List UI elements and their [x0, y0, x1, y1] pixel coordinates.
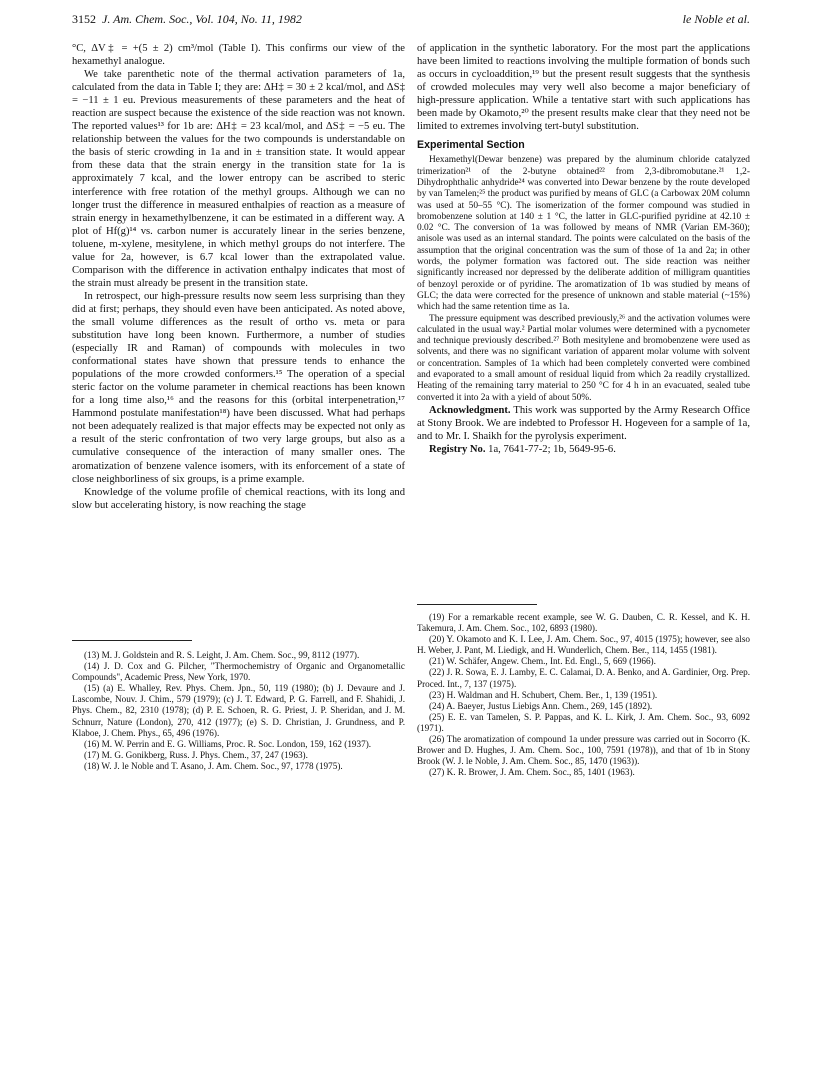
footnote: (17) M. G. Gonikberg, Russ. J. Phys. Chem., 37, 247 (1963). [84, 749, 308, 760]
footnote: (21) W. Schäfer, Angew. Chem., Int. Ed. Engl., 5, 669 (1966). [429, 656, 656, 667]
footnote: (23) H. Waldman and H. Schubert, Chem. Ber., 1, 139 (1951). [429, 689, 658, 700]
footnote: (25) E. E. van Tamelen, S. P. Pappas, and K. L. Kirk, J. Am. Chem. Soc., 93, 6092 (1971). [417, 711, 750, 733]
paragraph: In retrospect, our high-pressure results now seem less surprising than they did at first; perhaps, they should even have been anticipated. As noted above, the small volume differences as the result of ortho vs. meta or para substitution have long been known. Furthermore, a number of studies (especially IR and Raman) of compounds with molecules in two conformational states have shown that pressure tends to enhance the populations of the more crowded conformers.¹⁵ The operation of a special steric factor on the volume parameter in chemical reactions has been known for a long time also,¹⁶ and the reasons for this (orbital interpenetration,¹⁷ Hammond postulate manifestation¹⁸) have been discussed. What had perhaps not been adequately realized is that major effects may be expected not only as a result of the steric confrontation of two very large groups, but also as a cumulative consequence of the interaction of many smaller ones. The aromatization of benzene valence isomers, with its enforcement of a state of close neighborliness of six groups, is a prime example. [72, 290, 405, 485]
footnote: (15) (a) E. Whalley, Rev. Phys. Chem. Jpn., 50, 119 (1980); (b) J. Devaure and J. Lascombe, Nouv. J. Chim., 579 (1979); (c) J. T. Edward, P. G. Farrell, and F. Shahidi, J. Phys. Chem., 82, 2310 (1978); (d) P. E. Schoen, R. G. Priest, J. P. Sheridan, and J. M. Schnurr, Nature (London), 270, 412 (1977); (e) S. D. Christian, J. Grundness, and P. Klaboe, J. Chem. Phys., 65, 496 (1976). [72, 683, 405, 738]
paragraph: °C, ΔV‡ = +(5 ± 2) cm³/mol (Table I). This confirms our view of the hexamethyl analogue. [72, 43, 405, 68]
acknowledgment-text: This work was supported by the Army Research Office at Stony Brook. We are indebted to Professor H. Hogeveen for a sample of 1a, and to Mr. I. Shaikh for the pyrolysis experiment. [417, 404, 750, 442]
footnote: (18) W. J. le Noble and T. Asano, J. Am. Chem. Soc., 97, 1778 (1975). [84, 760, 343, 771]
paragraph: Hexamethyl(Dewar benzene) was prepared by the aluminum chloride catalyzed trimerization²¹ of the 2-butyne obtained²² from 2,3-dibromobutane.²¹ 1,2-Dihydrophthalic anhydride²⁴ was converted into Dewar benzene by the route developed by van Tamelen;²⁵ the product was purified by means of GLC (a Carbowax 20M column was used at 50–55 °C). The isomerization of the former compound was studied in bromobenzene solution at 140 ± 1 °C, the latter in GLC-purified pyridine at 42.10 ± 0.02 °C. The conversion of 1a was followed by means of NMR (Varian EM-360); anisole was used as an internal standard. The points were calculated on the basis of the assumption that the original concentration was the sum of those of 1a and 2a; in other words, the polymer formation was factored out. The side reaction was neither significantly increased nor depressed by the deliberate addition of milligram quantities of benzoyl peroxide or of pyridine. The aromatization of 1b was studied by means of GLC; the data were corrected for the presence of unknown and stable material (~15%) which had the same retention time as 1a. [417, 155, 750, 313]
left-column [72, 42, 405, 512]
footnote: (26) The aromatization of compound 1a under pressure was carried out in Socorro (K. Brower and D. Hughes, J. Am. Chem. Soc., 100, 7591 (1978)), and that of 1b in Stony Brook (W. J. le Noble, J. Am. Chem. Soc., 85, 1470 (1963)). [417, 734, 750, 767]
footnote: (13) M. J. Goldstein and R. S. Leight, J. Am. Chem. Soc., 99, 8112 (1977). [84, 650, 360, 660]
journal-citation: J. Am. Chem. Soc., Vol. 104, No. 11, 1982 [102, 12, 302, 26]
paragraph: of application in the synthetic laboratory. For the most part the applications have been limited to reactions involving the multiple formation of bonds such as occurs in cycloaddition,¹⁹ but the present result suggests that the synthesis of crowded molecules may very well also become a major beneficiary of high-pressure application. While a tentative start with such applications has been made by Okamoto,²⁰ the present results make clear that they need not be limited to extremes involving tert-butyl substitution. [417, 43, 750, 133]
footnote: (16) M. W. Perrin and E. G. Williams, Proc. R. Soc. London, 159, 162 (1937). [84, 738, 372, 749]
acknowledgment-label: Acknowledgment. [429, 404, 511, 416]
footnote-divider [72, 640, 192, 641]
page-number: 3152 [72, 12, 96, 26]
registry-numbers [417, 443, 750, 456]
registry-label: Registry No. [429, 444, 486, 456]
paragraph: Knowledge of the volume profile of chemical reactions, with its long and slow but accelerating history, is now reaching the stage [72, 486, 405, 511]
paragraph: The pressure equipment was described previously,²⁶ and the activation volumes were calculated in the usual way.² Partial molar volumes were determined with a pycnometer and technique previously described.²⁷ Both mesitylene and bromobenzene were used as solvents, and there was no significant variation of apparent molar volume with solvent or concentration. Samples of 1a which had been completely converted were combined and evaporated to a small amount of residual liquid from which 2a readily crystallized. Heating of the remaining tarry material to 250 °C for 4 h in an evacuated, sealed tube converted it into 2a with a yield of about 50%. [417, 313, 750, 403]
paragraph: We take parenthetic note of the thermal activation parameters of 1a, calculated from the data in Table I; they are: ΔH‡ = 30 ± 2 kcal/mol, and ΔS‡ = −11 ± 1 eu. Previous measurements of these parameters and the heat of reaction are suspect because the existence of the side reaction was not known. The reported values¹³ for 1b are: ΔH‡ = 23 kcal/mol, and ΔS‡ = −5 eu. The relationship between the values for the two compounds is understandable on the basis of steric crowding in 1a and in ± transition state. It would appear from these data that the strain energy in the transition state for 1a is approximately 7 kcal, and the lower entropy can be ascribed to steric interference with free rotation of the methyl groups. Although we can no longer trust the difference in measured enthalpies of reaction as a measure of strain energy in hexamethylbenzene, it can be estimated in a different way. A plot of Hf(g)¹⁴ vs. carbon numer is accurately linear in the series benzene, toluene, m-xylene, mesitylene, in which methyl groups do not interfere. The value for 2a, however, is 6.7 kcal lower than the extrapolated value. Comparison with the difference in activation enthalpy indicates that most of the strain must already be present in the transition state. [72, 69, 405, 289]
footnote: (22) J. R. Sowa, E. J. Lamby, E. C. Calamai, D. A. Benko, and A. Gardinier, Org. Prep. Proced. Int., 7, 137 (1975). [417, 667, 750, 689]
footnote: (27) K. R. Brower, J. Am. Chem. Soc., 85, 1401 (1963). [429, 767, 635, 778]
footnote: (20) Y. Okamoto and K. I. Lee, J. Am. Chem. Soc., 97, 4015 (1975); however, see also H. Weber, J. Pant, M. Liedigk, and H. Wunderlich, Chem. Ber., 114, 1455 (1981). [417, 634, 750, 656]
registry-text: 1a, 7641-77-2; 1b, 5649-95-6. [488, 444, 616, 456]
section-title: Experimental Section [417, 139, 525, 152]
footnote: (19) For a remarkable recent example, see W. G. Dauben, C. R. Kessel, and K. H. Takemura, J. Am. Chem. Soc., 102, 6893 (1980). [417, 612, 750, 634]
footnotes-left [72, 650, 405, 772]
header-left [72, 12, 302, 27]
footnote: (24) A. Baeyer, Justus Liebigs Ann. Chem., 269, 145 (1892). [429, 700, 653, 711]
acknowledgment [417, 404, 750, 443]
footnotes-right [417, 612, 750, 778]
header-authors: le Noble et al. [682, 12, 750, 26]
right-column [417, 42, 750, 456]
footnote-divider [417, 604, 537, 605]
footnote: (14) J. D. Cox and G. Pilcher, "Thermochemistry of Organic and Organometallic Compounds", Academic Press, New York, 1970. [72, 661, 405, 683]
